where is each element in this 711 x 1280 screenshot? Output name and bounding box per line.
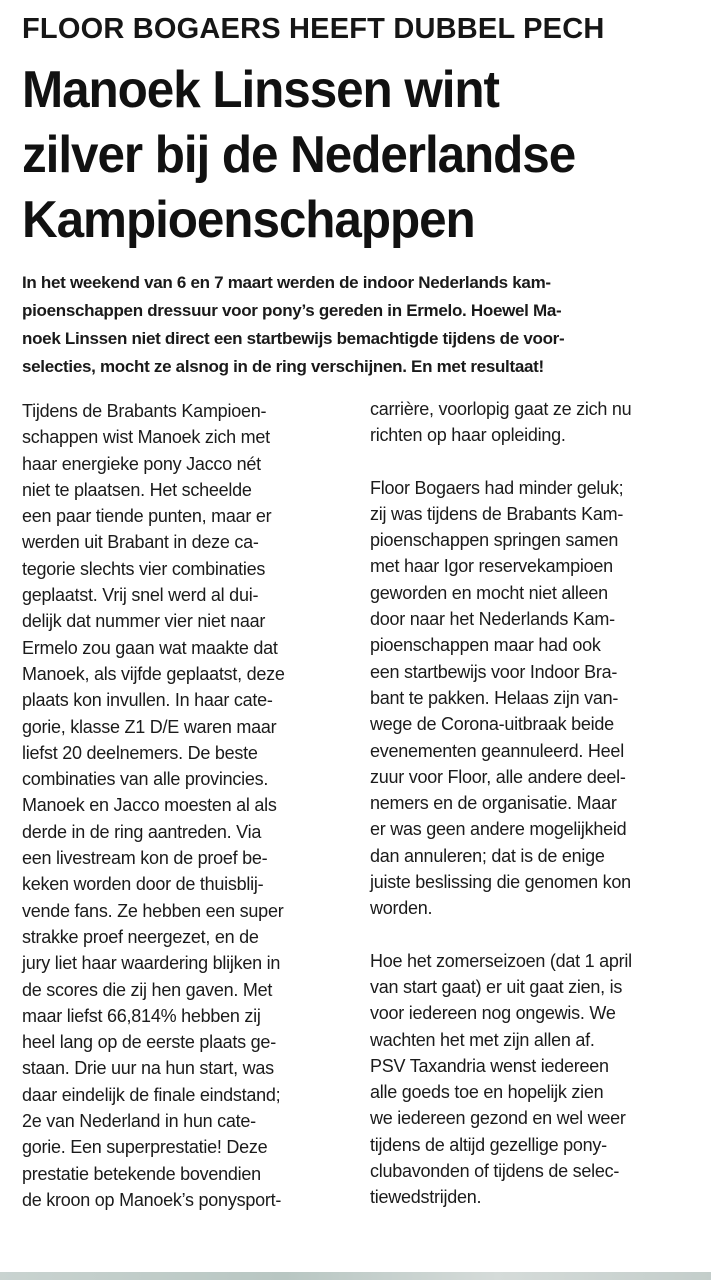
body-text-line: een livestream kon de proef be-	[22, 848, 268, 869]
article-kicker: FLOOR BOGAERS HEEFT DUBBEL PECH	[22, 13, 605, 45]
body-text-line: voor iedereen nog ongewis. We	[370, 1003, 616, 1024]
body-text-line: PSV Taxandria wenst iedereen	[370, 1055, 609, 1076]
body-text-line: een paar tiende punten, maar er	[22, 506, 272, 527]
body-text-line: alle goeds toe en hopelijk zien	[370, 1082, 604, 1103]
body-text-line: wachten het met zijn allen af.	[370, 1029, 595, 1050]
body-text-line: een startbewijs voor Indoor Bra-	[370, 661, 618, 682]
right-column	[370, 396, 702, 1211]
headline-line: Kampioenschappen	[22, 191, 475, 249]
body-text-line: wege de Corona-uitbraak beide	[370, 714, 614, 735]
body-text-line: clubavonden of tijdens de selec-	[370, 1161, 620, 1182]
body-text-line: door naar het Nederlands Kam-	[370, 609, 615, 630]
body-text-line: haar energieke pony Jacco nét	[22, 453, 261, 474]
body-text-line: plaats kon invullen. In haar cate-	[22, 690, 273, 711]
body-text-line: tijdens de altijd gezellige pony-	[370, 1134, 607, 1155]
body-text-line: derde in de ring aantreden. Via	[22, 821, 262, 842]
headline-line: zilver bij de Nederlandse	[22, 126, 576, 184]
body-text-line: daar eindelijk de finale eindstand;	[22, 1084, 281, 1105]
body-text-line: prestatie betekende bovendien	[22, 1163, 261, 1184]
body-text-line: tegorie slechts vier combinaties	[22, 558, 266, 579]
body-text-line: delijk dat nummer vier niet naar	[22, 611, 266, 632]
intro-line: selecties, mocht ze alsnog in de ring verschijnen. En met resultaat!	[22, 357, 544, 376]
body-text-line: nemers en de organisatie. Maar	[370, 793, 617, 814]
body-text-line: worden.	[370, 898, 433, 919]
body-text-line: liefst 20 deelnemers. De beste	[22, 742, 258, 763]
body-text-line: bant te pakken. Helaas zijn van-	[370, 687, 619, 708]
body-text-line: werden uit Brabant in deze ca-	[22, 532, 259, 553]
body-text-line: geworden en mocht niet alleen	[370, 582, 608, 603]
body-text-line: gorie. Een superprestatie! Deze	[22, 1137, 268, 1158]
article-intro	[22, 269, 711, 381]
body-text-line: vende fans. Ze hebben een super	[22, 900, 284, 921]
article-body	[22, 398, 702, 1268]
body-text-line: dan annuleren; dat is de enige	[370, 845, 605, 866]
body-text-line: Manoek en Jacco moesten al als	[22, 795, 277, 816]
left-column	[22, 398, 352, 1213]
right-paragraph-3	[370, 948, 702, 1211]
body-text-line: pioenschappen maar had ook	[370, 635, 601, 656]
body-text-line: staan. Drie uur na hun start, was	[22, 1058, 274, 1079]
body-text-line: geplaatst. Vrij snel werd al dui-	[22, 585, 259, 606]
body-text-line: Tijdens de Brabants Kampioen-	[22, 401, 267, 421]
body-text-line: zuur voor Floor, alle andere deel-	[370, 766, 626, 787]
body-text-line: van start gaat) er uit gaat zien, is	[370, 976, 623, 997]
body-text-line: Manoek, als vijfde geplaatst, deze	[22, 663, 285, 684]
body-text-line: schappen wist Manoek zich met	[22, 427, 270, 448]
body-text-line: we iedereen gezond en wel weer	[370, 1108, 626, 1129]
body-text-line: de scores die zij hen gaven. Met	[22, 979, 273, 1000]
intro-line: pioenschappen dressuur voor pony’s gereden in Ermelo. Hoewel Ma-	[22, 301, 562, 320]
body-text-line: keken worden door de thuisblij-	[22, 874, 264, 895]
body-text-line: niet te plaatsen. Het scheelde	[22, 479, 252, 500]
body-text-line: Ermelo zou gaan wat maakte dat	[22, 637, 278, 658]
headline-line: Manoek Linssen wint	[22, 61, 499, 119]
body-text-line: strakke proef neergezet, en de	[22, 926, 259, 947]
body-text-line: juiste beslissing die genomen kon	[370, 872, 631, 893]
body-text-line: Floor Bogaers had minder geluk;	[370, 477, 624, 498]
body-text-line: Hoe het zomerseizoen (dat 1 april	[370, 950, 632, 971]
body-text-line: evenementen geannuleerd. Heel	[370, 740, 624, 761]
body-text-line: met haar Igor reservekampioen	[370, 556, 613, 577]
body-text-line: maar liefst 66,814% hebben zij	[22, 1005, 261, 1026]
body-text-line: gorie, klasse Z1 D/E waren maar	[22, 716, 277, 737]
body-text-line: carrière, voorlopig gaat ze zich nu	[370, 399, 632, 419]
intro-line: noek Linssen niet direct een startbewijs bemachtigde tijdens de voor-	[22, 329, 565, 348]
body-text-line: pioenschappen springen samen	[370, 530, 619, 551]
intro-line: In het weekend van 6 en 7 maart werden de indoor Nederlands kam-	[22, 273, 551, 292]
body-text-line: jury liet haar waardering blijken in	[22, 953, 281, 974]
body-text-line: zij was tijdens de Brabants Kam-	[370, 503, 624, 524]
body-text-line: 2e van Nederland in hun cate-	[22, 1111, 256, 1132]
right-paragraph-2	[370, 475, 702, 922]
right-paragraph-1	[370, 396, 702, 449]
body-text-line: tiewedstrijden.	[370, 1187, 482, 1208]
body-text-line: heel lang op de eerste plaats ge-	[22, 1032, 276, 1053]
body-text-line: combinaties van alle provincies.	[22, 769, 269, 790]
article-headline	[22, 58, 687, 253]
bottom-edge-strip	[0, 1272, 711, 1280]
body-text-line: de kroon op Manoek’s ponysport-	[22, 1189, 282, 1210]
body-text-line: richten op haar opleiding.	[370, 425, 566, 446]
body-text-line: er was geen andere mogelijkheid	[370, 819, 627, 840]
